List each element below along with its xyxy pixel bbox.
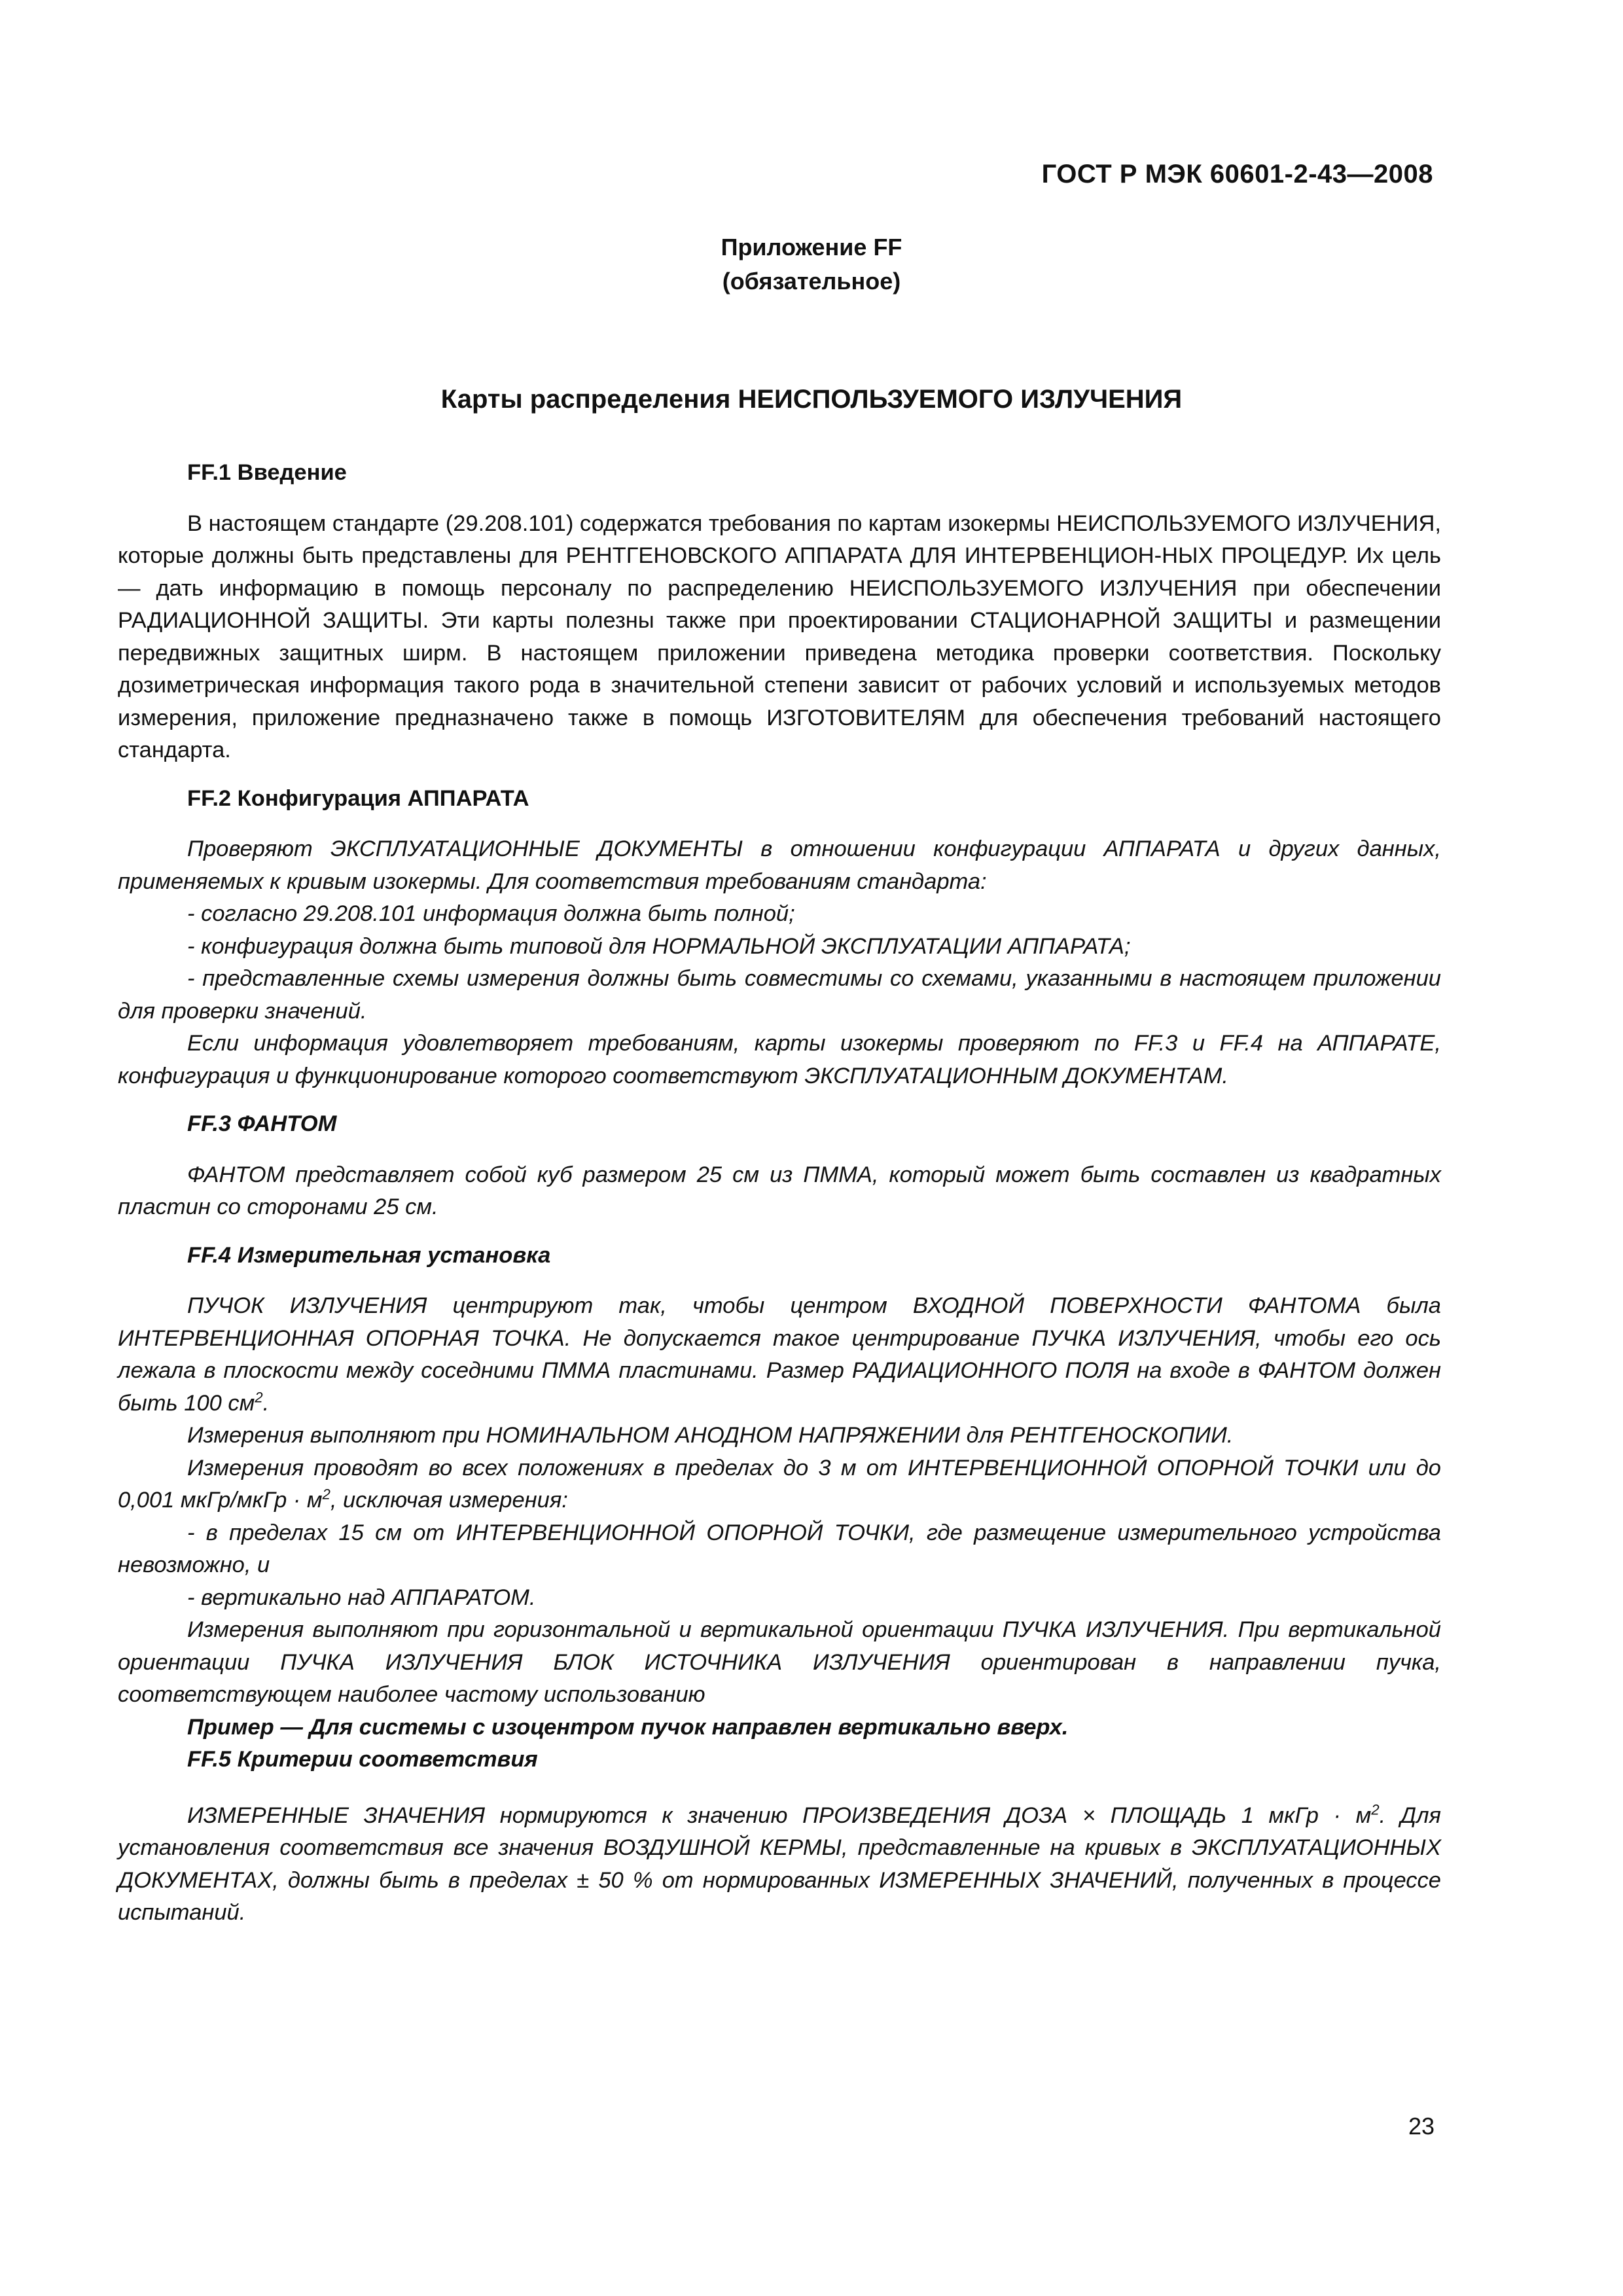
list-item: - конфигурация должна быть типовой для НОРМАЛЬНОЙ ЭКСПЛУАТАЦИИ АППАРАТА; [187, 933, 1131, 959]
document-body [118, 457, 1441, 1929]
section-heading-ff1: FF.1 Введение [187, 460, 347, 485]
superscript: 2 [322, 1486, 330, 1503]
annex-heading [0, 230, 1623, 298]
text-run: . [262, 1390, 270, 1416]
paragraph [118, 1800, 1441, 1929]
superscript: 2 [1371, 1801, 1380, 1818]
paragraph [118, 1290, 1441, 1420]
text-run: . Для установления соответствия все значения ВОЗДУШНОЙ КЕРМЫ, представленные на кривых в ЭКСПЛУАТАЦИОННЫХ ДОКУМЕНТАХ, должны быть в пределах ± 50 % от нормированных ИЗМЕРЕННЫХ ЗНАЧЕНИЙ, полученных в процессе испытаний. [118, 1803, 1441, 1925]
paragraph: В настоящем стандарте (29.208.101) содержатся требования по картам изокермы НЕИСПОЛЬЗУЕМОГО ИЗЛУЧЕНИЯ, которые должны быть представлены для РЕНТГЕНОВСКОГО АППАРАТА ДЛЯ ИНТЕРВЕНЦИОН-НЫХ ПРОЦЕДУР. Их цель — дать информацию в помощь персоналу по распределению НЕИСПОЛЬЗУЕМОГО ИЗЛУЧЕНИЯ при обеспечении РАДИАЦИОННОЙ ЗАЩИТЫ. Эти карты полезны также при проектировании СТАЦИОНАРНОЙ ЗАЩИТЫ и размещении передвижных защитных ширм. В настоящем приложении приведена методика проверки соответствия. Поскольку дозиметрическая информация такого рода в значительной степени зависит от рабочих условий и используемых методов измерения, приложение предназначено также в помощь ИЗГОТОВИТЕЛЯМ для обеспечения требований настоящего стандарта. [118, 511, 1441, 762]
superscript: 2 [255, 1389, 263, 1405]
text-run: , исключая измерения: [330, 1488, 568, 1513]
section-heading-ff2: FF.2 Конфигурация АППАРАТА [187, 785, 529, 811]
document-header-id: ГОСТ Р МЭК 60601-2-43—2008 [1041, 160, 1433, 188]
annex-label: Приложение FF [721, 234, 902, 260]
section-ff5-body [118, 1800, 1441, 1929]
paragraph: ФАНТОМ представляет собой куб размером 25 см из ПММА, который может быть составлен из квадратных пластин со сторонами 25 см. [118, 1162, 1441, 1219]
section-heading-ff5: FF.5 Критерии соответствия [187, 1747, 538, 1772]
section-ff2-body [118, 833, 1441, 1092]
paragraph: Проверяют ЭКСПЛУАТАЦИОННЫЕ ДОКУМЕНТЫ в отношении конфигурации АППАРАТА и других данных, применяемых к кривым изокермы. Для соответствия требованиям стандарта: [118, 836, 1441, 894]
text-run: ПУЧОК ИЗЛУЧЕНИЯ центрируют так, чтобы центром ВХОДНОЙ ПОВЕРХНОСТИ ФАНТОМА была ИНТЕРВЕНЦИОННАЯ ОПОРНАЯ ТОЧКА. Не допускается такое центрирование ПУЧКА ИЗЛУЧЕНИЯ, чтобы его ось лежала в плоскости между соседними ПММА пластинами. Размер РАДИАЦИОННОГО ПОЛЯ на входе в ФАНТОМ должен быть 100 см [118, 1293, 1441, 1416]
example-note: Пример — Для системы с изоцентром пучок направлен вертикально вверх. [187, 1714, 1069, 1740]
page-number: 23 [1408, 2113, 1435, 2140]
paragraph [118, 1452, 1441, 1517]
list-item: - представленные схемы измерения должны быть совместимы со схемами, указанными в настоящем приложении для проверки значений. [118, 966, 1441, 1024]
section-heading-ff4: FF.4 Измерительная установка [187, 1242, 551, 1268]
text-run: ИЗМЕРЕННЫЕ ЗНАЧЕНИЯ нормируются к значению ПРОИЗВЕДЕНИЯ ДОЗА × ПЛОЩАДЬ 1 мкГр · м [187, 1803, 1372, 1828]
annex-status: (обязательное) [722, 268, 901, 295]
section-ff3-body [118, 1159, 1441, 1224]
section-heading-ff3: FF.3 ФАНТОМ [187, 1111, 337, 1136]
list-item: - в пределах 15 см от ИНТЕРВЕНЦИОННОЙ ОПОРНОЙ ТОЧКИ, где размещение измерительного устройства невозможно, и [118, 1520, 1441, 1577]
text-run: Измерения проводят во всех положениях в пределах до 3 м от ИНТЕРВЕНЦИОННОЙ ОПОРНОЙ ТОЧКИ или до 0,001 мкГр/мкГр · м [118, 1455, 1441, 1513]
paragraph: Если информация удовлетворяет требованиям, карты изокермы проверяют по FF.3 и FF.4 на АППАРАТЕ, конфигурация и функционирование которого соответствуют ЭКСПЛУАТАЦИОННЫМ ДОКУМЕНТАМ. [118, 1031, 1441, 1088]
list-item: - согласно 29.208.101 информация должна быть полной; [187, 901, 795, 926]
list-item: - вертикально над АППАРАТОМ. [187, 1585, 536, 1610]
section-ff4-body [118, 1290, 1441, 1712]
paragraph: Измерения выполняют при горизонтальной и вертикальной ориентации ПУЧКА ИЗЛУЧЕНИЯ. При вертикальной ориентации ПУЧКА ИЗЛУЧЕНИЯ БЛОК ИСТОЧНИКА ИЗЛУЧЕНИЯ ориентирован в направлении пучка, соответствующем наиболее частому использованию [118, 1617, 1441, 1707]
annex-title: Карты распределения НЕИСПОЛЬЗУЕМОГО ИЗЛУЧЕНИЯ [440, 385, 1183, 414]
paragraph: Измерения выполняют при НОМИНАЛЬНОМ АНОДНОМ НАПРЯЖЕНИИ для РЕНТГЕНОСКОПИИ. [187, 1423, 1234, 1448]
